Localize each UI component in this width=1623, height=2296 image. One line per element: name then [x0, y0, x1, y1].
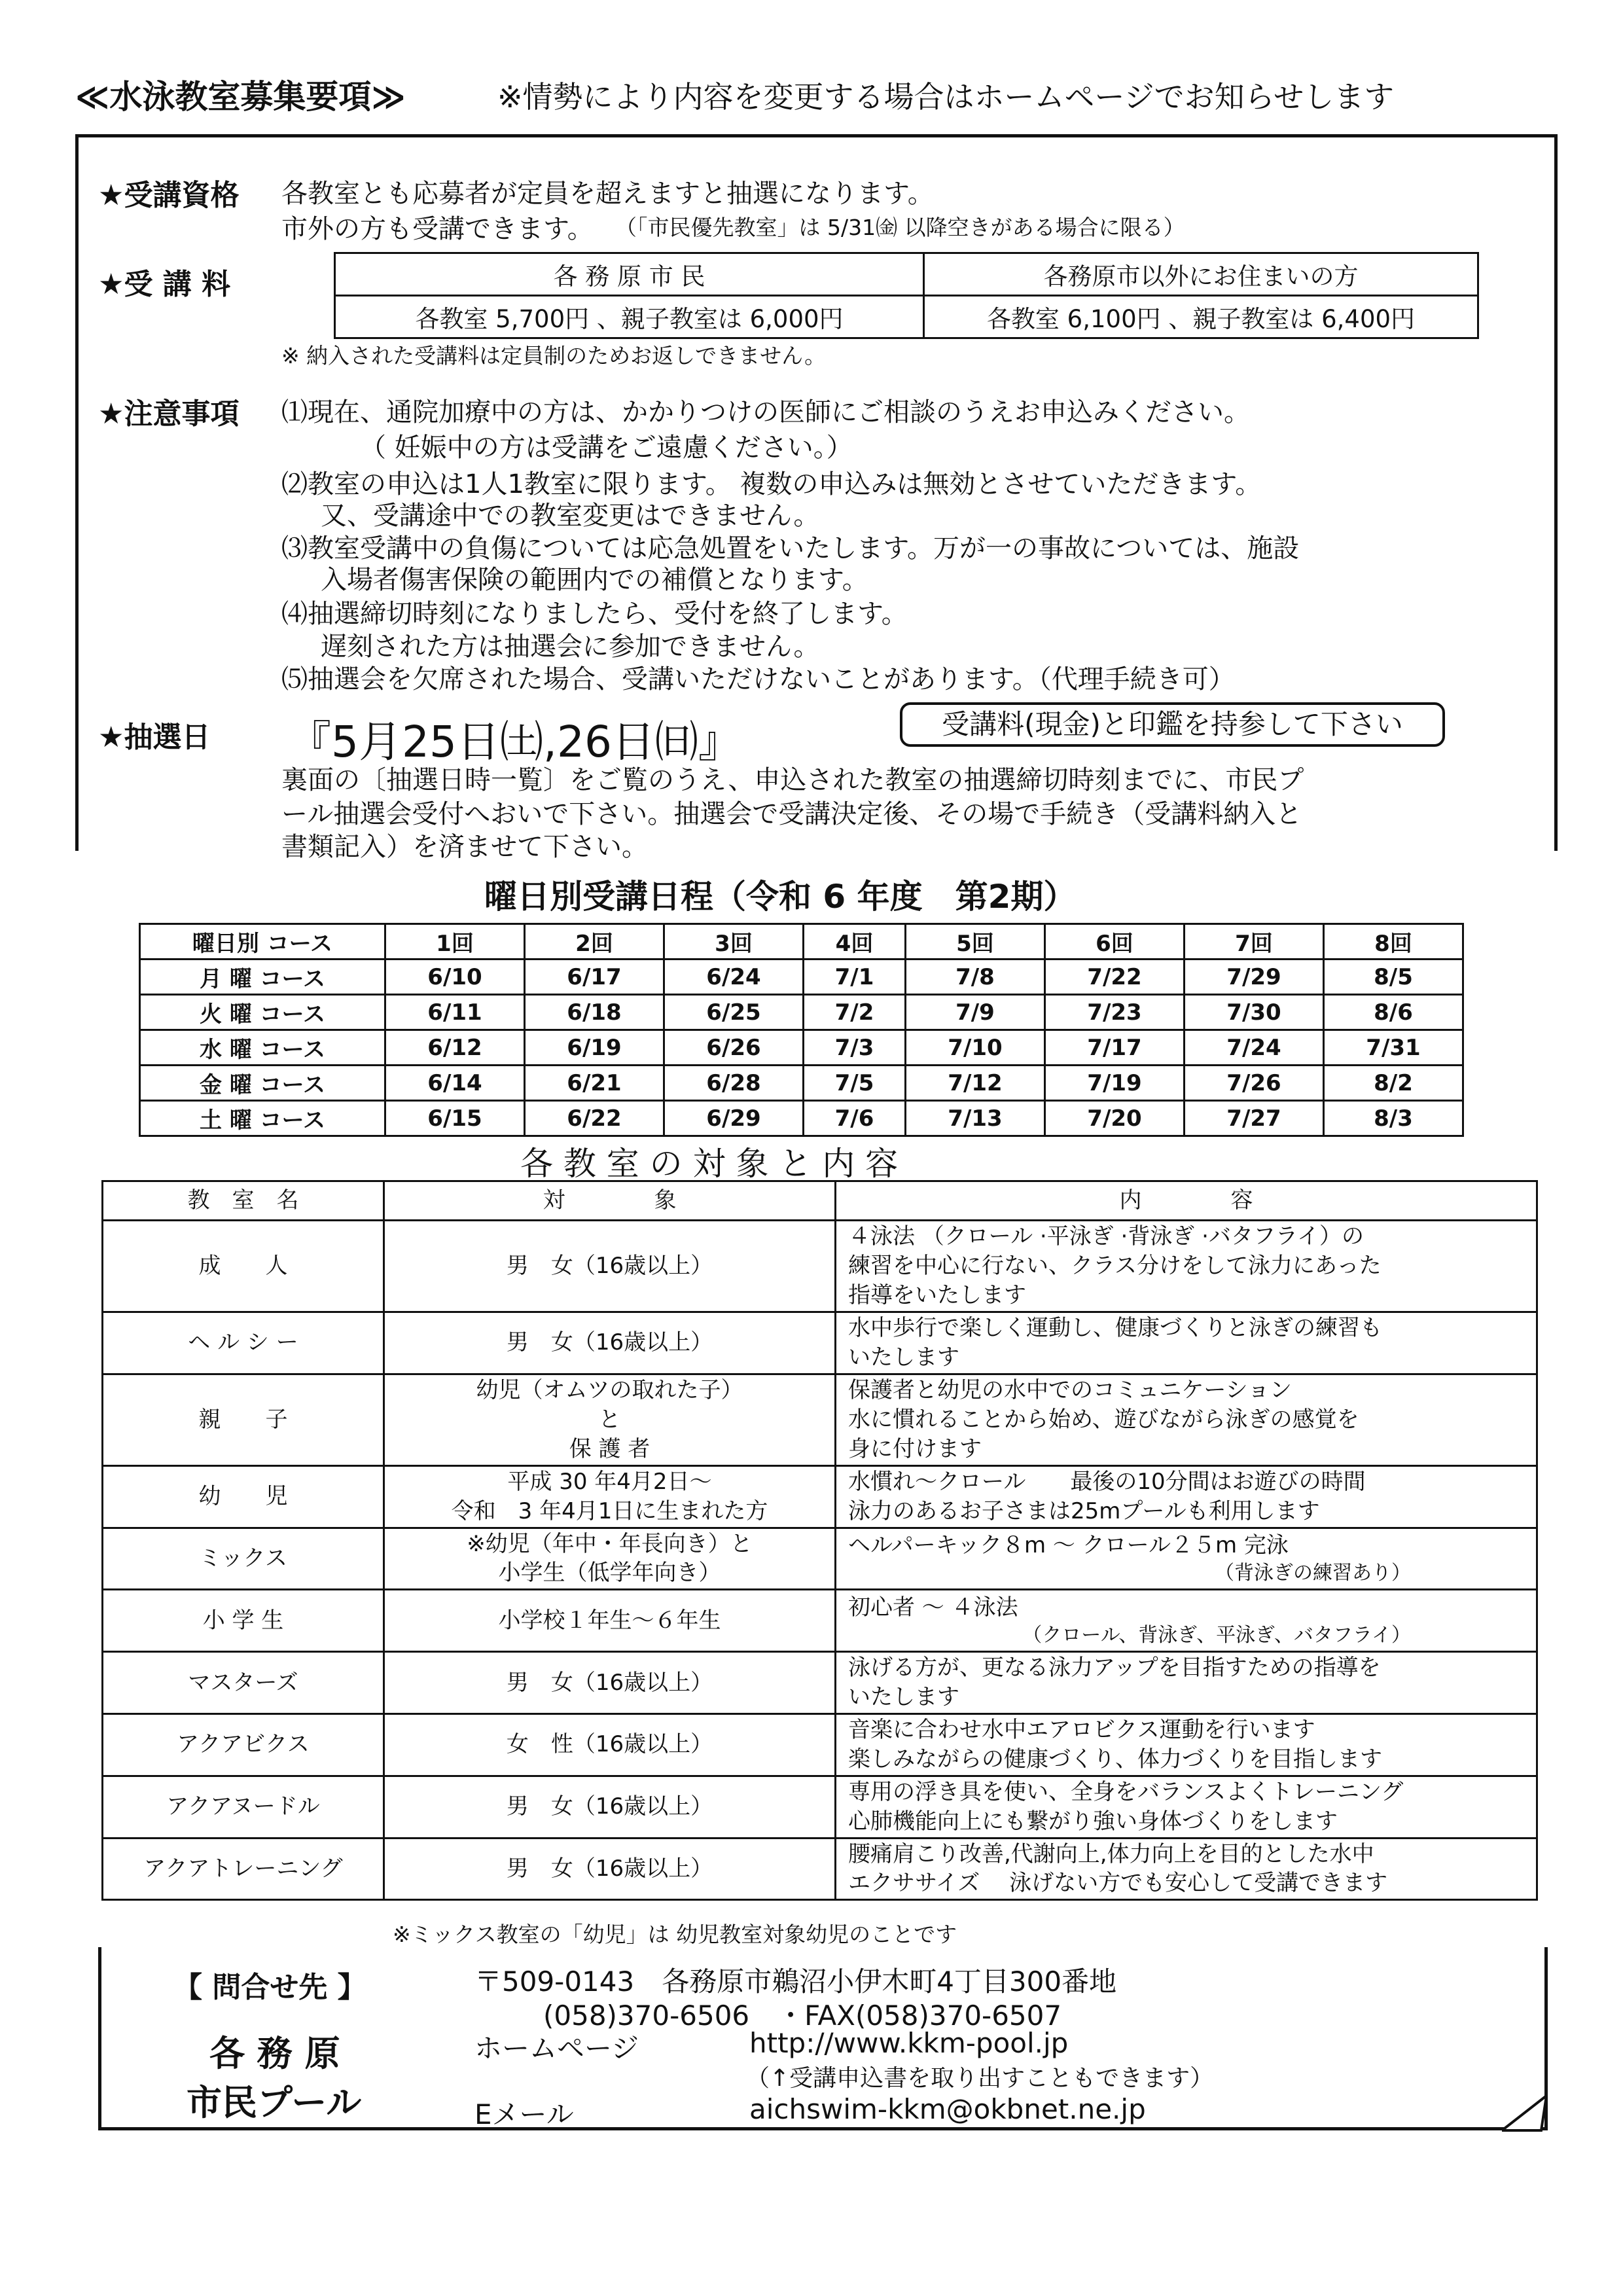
contact-email-label: Eメール — [474, 2098, 574, 2130]
class-name: 親 子 — [103, 1374, 384, 1465]
class-name: ミックス — [103, 1528, 384, 1590]
schedule-cell: 6/17 — [525, 960, 664, 995]
class-target: 小学生（低学年向き） — [498, 1560, 721, 1587]
classes-header-cell: 対 象 — [384, 1181, 836, 1221]
schedule-cell: 7/22 — [1044, 960, 1184, 995]
schedule-cell: 6/24 — [664, 960, 804, 995]
schedule-cell: 6/12 — [385, 1030, 525, 1066]
schedule-header-cell: 2回 — [525, 924, 664, 960]
contact-hp-note: （↑受講申込書を取り出すこともできます） — [746, 2065, 1214, 2092]
schedule-cell: 7/8 — [905, 960, 1044, 995]
class-content: 練習を中心に行ない、クラス分けをして泳力にあった — [848, 1253, 1382, 1280]
class-name: アクアビクス — [103, 1714, 384, 1776]
lottery-date: 『5月25日㈯,26日㈰』 — [288, 717, 741, 767]
schedule-cell: 7/2 — [804, 995, 906, 1030]
schedule-cell: 6/28 — [664, 1066, 804, 1101]
schedule-header-cell: 6回 — [1044, 924, 1184, 960]
schedule-header-row — [140, 924, 1463, 960]
caution-line: （ 妊娠中の方は受講をご遠慮ください。） — [360, 433, 853, 463]
schedule-cell: 6/22 — [525, 1101, 664, 1136]
classes-header-row — [103, 1181, 1537, 1221]
classes-table — [101, 1180, 1538, 1901]
class-content: 腰痛肩こり改善,代謝向上,体力向上を目的とした水中 — [848, 1840, 1374, 1867]
schedule-header-cell: 8回 — [1323, 924, 1463, 960]
class-row-parent-child — [103, 1374, 1537, 1465]
lottery-label: ★抽選日 — [98, 721, 211, 754]
fee-value-nonresident: 各教室 6,100円 、親子教室は 6,400円 — [924, 296, 1478, 338]
class-target: 男 女（16歳以上） — [506, 1253, 713, 1280]
fee-note: ※ 納入された受講料は定員制のためお返しできません。 — [281, 343, 827, 368]
lottery-line: ール抽選会受付へおいで下さい。抽選会で受講決定後、その場で手続き（受講料納入と — [281, 799, 1302, 829]
class-target: 男 女（16歳以上） — [506, 1855, 713, 1882]
schedule-header-cell: 7回 — [1184, 924, 1323, 960]
schedule-cell: 7/19 — [1044, 1066, 1184, 1101]
class-content: ４泳法 （クロール ·平泳ぎ ·背泳ぎ ·バタフライ）の — [848, 1223, 1364, 1250]
caution-line: ⑶教室受講中の負傷については応急処置をいたします。万が一の事故については、施設 — [281, 533, 1300, 564]
schedule-cell: 7/9 — [905, 995, 1044, 1030]
schedule-header-cell: 5回 — [905, 924, 1044, 960]
schedule-row — [140, 1030, 1463, 1066]
schedule-cell: 7/29 — [1184, 960, 1323, 995]
class-name: 幼 児 — [103, 1465, 384, 1528]
schedule-header-cell: 曜日別 コース — [140, 924, 385, 960]
schedule-cell: 8/6 — [1323, 995, 1463, 1030]
schedule-cell: 6/10 — [385, 960, 525, 995]
schedule-cell: 7/27 — [1184, 1101, 1323, 1136]
schedule-table — [139, 923, 1464, 1137]
schedule-cell: 7/23 — [1044, 995, 1184, 1030]
schedule-cell: 7/17 — [1044, 1030, 1184, 1066]
class-content: 初心者 ～ ４泳法 — [848, 1594, 1018, 1621]
schedule-cell: 6/29 — [664, 1101, 804, 1136]
schedule-cell: 7/26 — [1184, 1066, 1323, 1101]
contact-label: 【 問合せ先 】 — [173, 1971, 366, 2004]
class-name: ヘ ル シ ー — [103, 1312, 384, 1374]
fee-value-resident: 各教室 5,700円 、親子教室は 6,000円 — [335, 296, 924, 338]
caution-line: 遅刻された方は抽選会に参加できません。 — [321, 632, 820, 662]
classes-footnote: ※ミックス教室の「幼児」は 幼児教室対象幼児のことです — [393, 1922, 957, 1947]
change-notice: ※情勢により内容を変更する場合はホームページでお知らせします — [497, 79, 1395, 115]
class-content: エクササイズ 泳げない方でも安心して受講できます — [848, 1870, 1388, 1897]
class-target: 平成 30 年4月2日～ — [507, 1468, 712, 1495]
class-target: 女 性（16歳以上） — [506, 1731, 713, 1758]
caution-line: 入場者傷害保険の範囲内での補償となります。 — [321, 565, 868, 595]
schedule-title: 曜日別受講日程（令和 6 年度 第2期） — [484, 878, 1077, 916]
class-content: 指導をいたします — [848, 1282, 1026, 1308]
caution-line: 又、受講途中での教室変更はできません。 — [321, 501, 820, 531]
schedule-cell: 土 曜 コース — [140, 1101, 385, 1136]
fee-header-nonresident: 各務原市以外にお住まいの方 — [924, 253, 1478, 296]
schedule-header-cell: 1回 — [385, 924, 525, 960]
class-content: ヘルパーキック８m ～ クロール２５m 完泳 — [848, 1532, 1289, 1559]
schedule-cell: 6/26 — [664, 1030, 804, 1066]
schedule-cell: 7/30 — [1184, 995, 1323, 1030]
fee-table — [334, 252, 1479, 339]
fee-header-resident: 各 務 原 市 民 — [335, 253, 924, 296]
schedule-cell: 8/3 — [1323, 1101, 1463, 1136]
schedule-cell: 6/18 — [525, 995, 664, 1030]
contact-address: 〒509-0143 各務原市鵜沼小伊木町4丁目300番地 — [474, 1965, 1117, 1998]
class-row-adult — [103, 1221, 1537, 1312]
contact-hp-label: ホームページ — [474, 2032, 639, 2064]
schedule-cell: 月 曜 コース — [140, 960, 385, 995]
schedule-cell: 6/11 — [385, 995, 525, 1030]
class-content: 水中歩行で楽しく運動し、健康づくりと泳ぎの練習も — [848, 1315, 1382, 1341]
bring-items-box: 受講料(現金)と印鑑を持参して下さい — [900, 702, 1445, 747]
schedule-cell: 7/13 — [905, 1101, 1044, 1136]
class-content: いたします — [848, 1344, 959, 1371]
fee-label: ★受 講 料 — [98, 268, 231, 301]
schedule-cell: 7/12 — [905, 1066, 1044, 1101]
class-target: 保 護 者 — [569, 1435, 651, 1462]
class-target: 男 女（16歳以上） — [506, 1329, 713, 1356]
class-content: 心肺機能向上にも繋がり強い身体づくりをします — [848, 1808, 1338, 1835]
caution-line: ⑸抽選会を欠席された場合、受講いただけないことがあります。（代理手続き可） — [281, 664, 1235, 694]
classes-header-cell: 内 容 — [836, 1181, 1537, 1221]
class-row-masters — [103, 1652, 1537, 1714]
contact-org-line1: 各 務 原 — [209, 2033, 340, 2074]
class-content: 泳げる方が、更なる泳力アップを目指すための指導を — [848, 1655, 1381, 1681]
eligibility-line2: 市外の方も受講できます。 — [281, 214, 594, 244]
class-content: 水慣れ～クロール 最後の10分間はお遊びの時間 — [848, 1468, 1366, 1495]
lottery-line: 書類記入）を済ませて下さい。 — [281, 832, 648, 862]
schedule-cell: 火 曜 コース — [140, 995, 385, 1030]
class-target: 幼児（オムツの取れた子） — [476, 1376, 743, 1403]
contact-phone: (058)370-6506 ・FAX(058)370-6507 — [543, 2000, 1062, 2032]
class-content: 水に慣れることから始め、遊びながら泳ぎの感覚を — [848, 1406, 1359, 1433]
page-title: ≪水泳教室募集要項≫ — [75, 78, 406, 116]
class-name: マスターズ — [103, 1652, 384, 1714]
eligibility-line1: 各教室とも応募者が定員を超えますと抽選になります。 — [281, 179, 934, 209]
contact-email[interactable]: aichswim-kkm@okbnet.ne.jp — [749, 2093, 1146, 2125]
class-row-aquabics — [103, 1714, 1537, 1776]
class-content: いたします — [848, 1684, 959, 1711]
classes-header-cell: 教 室 名 — [103, 1181, 384, 1221]
schedule-cell: 6/14 — [385, 1066, 525, 1101]
schedule-row — [140, 960, 1463, 995]
schedule-cell: 7/3 — [804, 1030, 906, 1066]
caution-line: ⑴現在、通院加療中の方は、かかりつけの医師にご相談のうえお申込みください。 — [281, 397, 1250, 427]
class-content-note: （クロール、背泳ぎ、平泳ぎ、バタフライ） — [1022, 1623, 1411, 1647]
schedule-cell: 7/10 — [905, 1030, 1044, 1066]
class-row-aquanoodle — [103, 1776, 1537, 1838]
schedule-row — [140, 1066, 1463, 1101]
schedule-cell: 6/21 — [525, 1066, 664, 1101]
class-content-note: （背泳ぎの練習あり） — [1215, 1562, 1411, 1585]
class-target: 男 女（16歳以上） — [506, 1669, 713, 1696]
class-content: 泳力のあるお子さまは25mプールも利用します — [848, 1498, 1320, 1524]
schedule-cell: 7/6 — [804, 1101, 906, 1136]
schedule-cell: 8/2 — [1323, 1066, 1463, 1101]
class-name: 小 学 生 — [103, 1590, 384, 1652]
caution-line: ⑵教室の申込は1人1教室に限ります。 複数の申込みは無効とさせていただきます。 — [281, 469, 1262, 499]
class-target: 小学校１年生～６年生 — [498, 1607, 721, 1634]
schedule-row — [140, 995, 1463, 1030]
schedule-cell: 7/5 — [804, 1066, 906, 1101]
class-content: 楽しみながらの健康づくり、体力づくりを目指します — [848, 1746, 1382, 1772]
classes-title: 各 教 室 の 対 象 と 内 容 — [520, 1145, 899, 1183]
contact-org-line2: 市民プール — [187, 2082, 362, 2123]
schedule-cell: 金 曜 コース — [140, 1066, 385, 1101]
class-target: ※幼児（年中・年長向き）と — [467, 1530, 753, 1557]
class-row-mix — [103, 1528, 1537, 1590]
caution-line: ⑷抽選締切時刻になりましたら、受付を終了します。 — [281, 599, 908, 629]
schedule-cell: 6/19 — [525, 1030, 664, 1066]
schedule-cell: 7/1 — [804, 960, 906, 995]
class-name: アクアトレーニング — [103, 1838, 384, 1900]
class-content: 身に付けます — [848, 1435, 982, 1462]
schedule-header-cell: 4回 — [804, 924, 906, 960]
cautions-label: ★注意事項 — [98, 397, 240, 431]
schedule-cell: 6/25 — [664, 995, 804, 1030]
class-content: 専用の浮き具を使い、全身をバランスよくトレーニング — [848, 1778, 1404, 1805]
eligibility-label: ★受講資格 — [98, 179, 240, 212]
schedule-row — [140, 1101, 1463, 1136]
class-row-elementary — [103, 1590, 1537, 1652]
schedule-cell: 7/20 — [1044, 1101, 1184, 1136]
schedule-cell: 7/24 — [1184, 1030, 1323, 1066]
class-content: 音楽に合わせ水中エアロビクス運動を行います — [848, 1717, 1315, 1743]
schedule-cell: 6/15 — [385, 1101, 525, 1136]
class-target: 令和 3 年4月1日に生まれた方 — [451, 1498, 768, 1524]
schedule-cell: 8/5 — [1323, 960, 1463, 995]
schedule-cell: 水 曜 コース — [140, 1030, 385, 1066]
class-name: アクアヌードル — [103, 1776, 384, 1838]
class-content: 保護者と幼児の水中でのコミュニケーション — [848, 1376, 1292, 1403]
class-target: と — [598, 1406, 621, 1433]
schedule-header-cell: 3回 — [664, 924, 804, 960]
class-target: 男 女（16歳以上） — [506, 1793, 713, 1820]
eligibility-note: （「市民優先教室」は 5/31㈮ 以降空きがある場合に限る） — [615, 215, 1185, 240]
class-name: 成 人 — [103, 1221, 384, 1312]
class-row-healthy — [103, 1312, 1537, 1374]
page-fold-icon — [1502, 2094, 1548, 2134]
class-row-aquatraining — [103, 1838, 1537, 1900]
lottery-line: 裏面の〔抽選日時一覧〕をご覧のうえ、申込された教室の抽選締切時刻までに、市民プ — [281, 765, 1304, 795]
schedule-cell: 7/31 — [1323, 1030, 1463, 1066]
class-row-toddler — [103, 1465, 1537, 1528]
contact-hp-url[interactable]: http://www.kkm-pool.jp — [749, 2027, 1069, 2059]
